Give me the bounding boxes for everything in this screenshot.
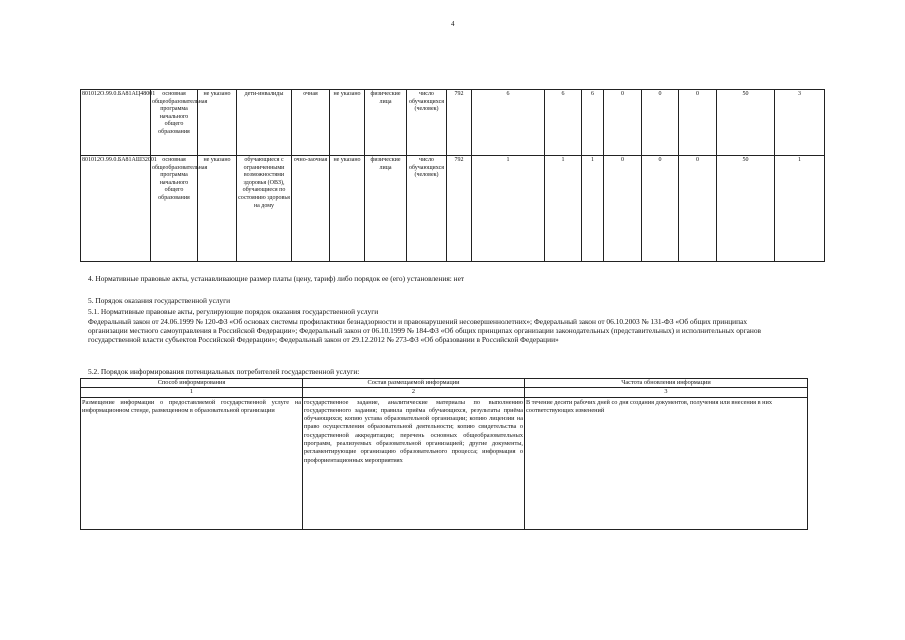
page-number: 4 [451, 20, 455, 28]
info-table [80, 378, 808, 530]
okei-cell: 792 [447, 90, 472, 156]
section-4-text: 4. Нормативные правовые акты, устанавливающие размер платы (цену, тариф) либо порядок ее (его) установления: нет [88, 274, 465, 283]
form-cell: очно-заочная [292, 156, 330, 262]
column-number: 1 [81, 388, 303, 397]
value-cell: 0 [642, 156, 679, 262]
period-cell: не указано [330, 90, 365, 156]
value-cell: 50 [717, 90, 775, 156]
column-number: 2 [303, 388, 525, 397]
value-cell: 0 [642, 90, 679, 156]
period-cell: не указано [330, 156, 365, 262]
okei-cell: 792 [447, 156, 472, 262]
value-cell: 50 [717, 156, 775, 262]
category-cell: обучающиеся с ограниченными возможностями здоровья (ОВЗ), обучающиеся по состоянию здоровья на дому [237, 156, 292, 262]
value-cell: 0 [604, 90, 642, 156]
indicator-cell: число обучающихся (человек) [407, 90, 447, 156]
value-cell: 6 [472, 90, 545, 156]
indicator-cell: число обучающихся (человек) [407, 156, 447, 262]
info-method-cell: Размещение информации о предоставляемой государственной услуге на информационном стенде, размещенном в образовательной организации [81, 397, 303, 529]
value-cell: 1 [545, 156, 582, 262]
value-cell: 3 [775, 90, 825, 156]
value-cell: 6 [545, 90, 582, 156]
value-cell: 0 [604, 156, 642, 262]
table-row [81, 397, 808, 529]
column-header: Частота обновления информации [525, 379, 808, 388]
section-5-title: 5. Порядок оказания государственной услуги [88, 296, 231, 305]
form-cell: очная [292, 90, 330, 156]
value-cell: 1 [775, 156, 825, 262]
services-table [80, 89, 825, 262]
value-cell: 1 [582, 156, 604, 262]
table-row [81, 90, 825, 156]
column-number: 3 [525, 388, 808, 397]
registry-code-cell: 801012О.99.0.БА81АЦ48001 [81, 90, 151, 156]
info-content-cell: государственное задание, аналитические материалы по выполнению государственного задания; правила приёма обучающихся, результаты приёма обучающихся; копию устава образовательной организации; копию лицензии на право осуществления образовательной деятельности; копию свидетельства о государственной аккредитации; перечень основных общеобразовательных программ, реализуемых образовательной организацией; другие документы, регламентирующие организацию образовательного процесса; информация о профориентационных мероприятиях [303, 397, 525, 529]
table-row [81, 156, 825, 262]
value-cell: 0 [679, 156, 717, 262]
column-header: Состав размещаемой информации [303, 379, 525, 388]
standard-cell: не указано [198, 90, 237, 156]
value-cell: 1 [472, 156, 545, 262]
program-cell: основная общеобразовательная программа начального общего образования [151, 90, 198, 156]
section-5-1-title: 5.1. Нормативные правовые акты, регулирующие порядок оказания государственной услуги [88, 307, 379, 316]
category-cell: дети-инвалиды [237, 90, 292, 156]
value-cell: 0 [679, 90, 717, 156]
consumers-cell: физические лица [365, 90, 407, 156]
table-header-row [81, 379, 808, 388]
consumers-cell: физические лица [365, 156, 407, 262]
registry-code-cell: 801012О.99.0.БА81АШ32001 [81, 156, 151, 262]
value-cell: 6 [582, 90, 604, 156]
section-5-2-title: 5.2. Порядок информирования потенциальных потребителей государственной услуги: [88, 367, 360, 376]
section-5-1-text: Федеральный закон от 24.06.1999 № 120-ФЗ «Об основах системы профилактики безнадзорности и правонарушений несовершеннолетних»; Федеральный закон от 06.10.2003 № 131-ФЗ «Об общих принципах организации местного самоуправления в Российской Федерации»; Федеральный закон от 06.10.1999 № 184-ФЗ «Об общих принципах организации законодательных (представительных) и исполнительных органов государственной власти субъектов Российской Федерации»; Федеральный закон от 29.12.2012 № 273-ФЗ «Об образовании в Российской Федерации» [88, 317, 762, 344]
info-frequency-cell: В течение десяти рабочих дней со дня создания документов, получения или внесения в них соответствующих изменений [525, 397, 808, 529]
table-number-row [81, 388, 808, 397]
program-cell: основная общеобразовательная программа начального общего образования [151, 156, 198, 262]
standard-cell: не указано [198, 156, 237, 262]
column-header: Способ информирования [81, 379, 303, 388]
